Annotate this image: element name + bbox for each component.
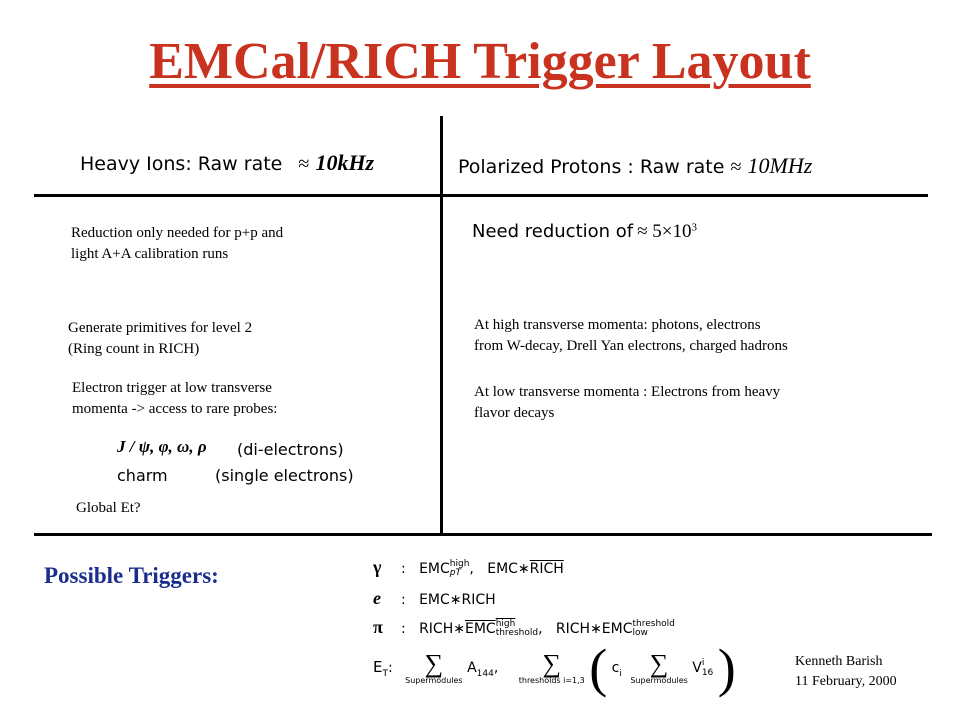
sum3-limit: Supermodules [630, 675, 688, 685]
gamma-emc-sup: high [449, 559, 470, 569]
et-c: c [611, 660, 620, 676]
sum-supermodules-2 [630, 648, 688, 685]
pion-emc1-sup: high [495, 619, 516, 629]
global-et-text: Global Et? [76, 500, 141, 516]
sum2-limit: thresholds i=1,3 [518, 675, 585, 685]
electron-trigger-text [72, 378, 277, 420]
et-v-sup: i [701, 658, 705, 668]
reduction-line-2: light A+A calibration runs [71, 246, 229, 262]
gamma-comma: , [469, 561, 474, 577]
electron-symbol: e [373, 588, 381, 608]
probe-charm-desc: (single electrons) [215, 466, 354, 485]
electron-emc: EMC [419, 592, 450, 608]
probe-jpsi-desc: (di-electrons) [237, 440, 344, 459]
reduction-line-1: Reduction only needed for p+p and [71, 225, 284, 241]
sum-supermodules-1 [405, 648, 463, 685]
gamma-emc2: EMC [487, 561, 518, 577]
polarized-protons-header [458, 153, 812, 179]
approx-symbol: ≈ [298, 153, 310, 175]
electron-trigger [373, 588, 496, 609]
gamma-trigger [373, 557, 564, 578]
gamma-star: ∗ [517, 561, 530, 577]
gamma-rich: RICH [529, 561, 564, 577]
pion-colon: : [401, 621, 406, 637]
heavy-ions-header [80, 150, 374, 176]
pion-rich2: RICH [555, 621, 591, 637]
low-momenta-line-2: flavor decays [474, 405, 555, 421]
et-v: V [692, 660, 702, 676]
primitives-text [68, 318, 252, 360]
pion-rich1: RICH [419, 621, 454, 637]
primitives-line-1: Generate primitives for level 2 [68, 320, 253, 336]
need-reduction [472, 221, 697, 243]
et-a: A [467, 660, 477, 676]
heavy-ions-label: Heavy Ions: Raw rate [80, 153, 283, 175]
pion-emc2-sub: low [632, 628, 648, 638]
pion-symbol: π [373, 617, 383, 637]
pion-emc2-sup: threshold [632, 619, 675, 629]
left-paren: ( [589, 638, 608, 698]
electron-star: ∗ [449, 592, 462, 608]
author-block [795, 652, 897, 692]
et-trigger [373, 638, 736, 698]
high-momenta-line-1: At high transverse momenta: photons, electrons [474, 317, 761, 333]
sigma-icon: ∑ [649, 648, 669, 678]
need-reduction-value: ≈ 5×10 [637, 221, 692, 242]
high-momenta-line-2: from W-decay, Drell Yan electrons, charged hadrons [474, 338, 788, 354]
need-reduction-label: Need reduction of [472, 221, 634, 242]
electron-line-1: Electron trigger at low transverse [72, 380, 272, 396]
sum1-limit: Supermodules [405, 675, 463, 685]
low-momenta-line-1: At low transverse momenta : Electrons from heavy [474, 384, 781, 400]
et-symbol-sub: T [382, 668, 388, 679]
pion-trigger [373, 617, 675, 638]
sum-thresholds [518, 648, 585, 685]
pion-comma: , [538, 621, 543, 637]
electron-rich: RICH [461, 592, 496, 608]
et-colon: : [387, 660, 393, 676]
probe-jpsi-symbol: J / ψ, φ, ω, ρ [117, 437, 207, 456]
right-paren: ) [717, 638, 736, 698]
heavy-ions-rate: 10kHz [315, 150, 375, 175]
gamma-emc: EMC [419, 561, 450, 577]
et-comma: , [493, 660, 499, 676]
approx-symbol: ≈ [730, 156, 742, 178]
et-v-sub: 16 [701, 668, 714, 678]
pion-emc1-sub: threshold [495, 628, 539, 638]
et-symbol: E [373, 658, 383, 676]
et-a-sub: 144 [476, 668, 494, 679]
pion-star: ∗ [453, 621, 465, 637]
high-momenta-text [474, 315, 788, 357]
gamma-emc-sub: pT [449, 568, 461, 578]
et-c-sub: i [619, 668, 622, 679]
probe-jpsi [117, 437, 207, 457]
header-divider [34, 194, 928, 197]
sigma-icon: ∑ [424, 648, 444, 678]
slide-title: EMCal/RICH Trigger Layout [149, 33, 811, 90]
gamma-symbol: γ [373, 557, 382, 577]
electron-line-2: momenta -> access to rare probes: [72, 401, 278, 417]
possible-triggers-label: Possible Triggers: [44, 563, 219, 588]
vertical-divider [440, 116, 443, 536]
sigma-icon: ∑ [542, 648, 562, 678]
pion-emc2: EMC [601, 621, 633, 637]
polarized-protons-rate: 10MHz [747, 153, 813, 178]
polarized-protons-label: Polarized Protons : Raw rate [458, 156, 725, 178]
pion-emc1: $\overline{EMC}$ [464, 621, 496, 637]
need-reduction-exponent: 3 [691, 221, 698, 234]
bottom-divider [34, 533, 932, 536]
probe-charm: charm [117, 466, 168, 485]
low-momenta-text [474, 382, 780, 424]
gamma-colon: : [401, 561, 406, 577]
author-name: Kenneth Barish [795, 654, 883, 669]
primitives-line-2: (Ring count in RICH) [68, 341, 200, 357]
pion-star2: ∗ [590, 621, 602, 637]
electron-colon: : [401, 592, 406, 608]
author-date: 11 February, 2000 [795, 674, 897, 689]
reduction-text [71, 223, 283, 265]
